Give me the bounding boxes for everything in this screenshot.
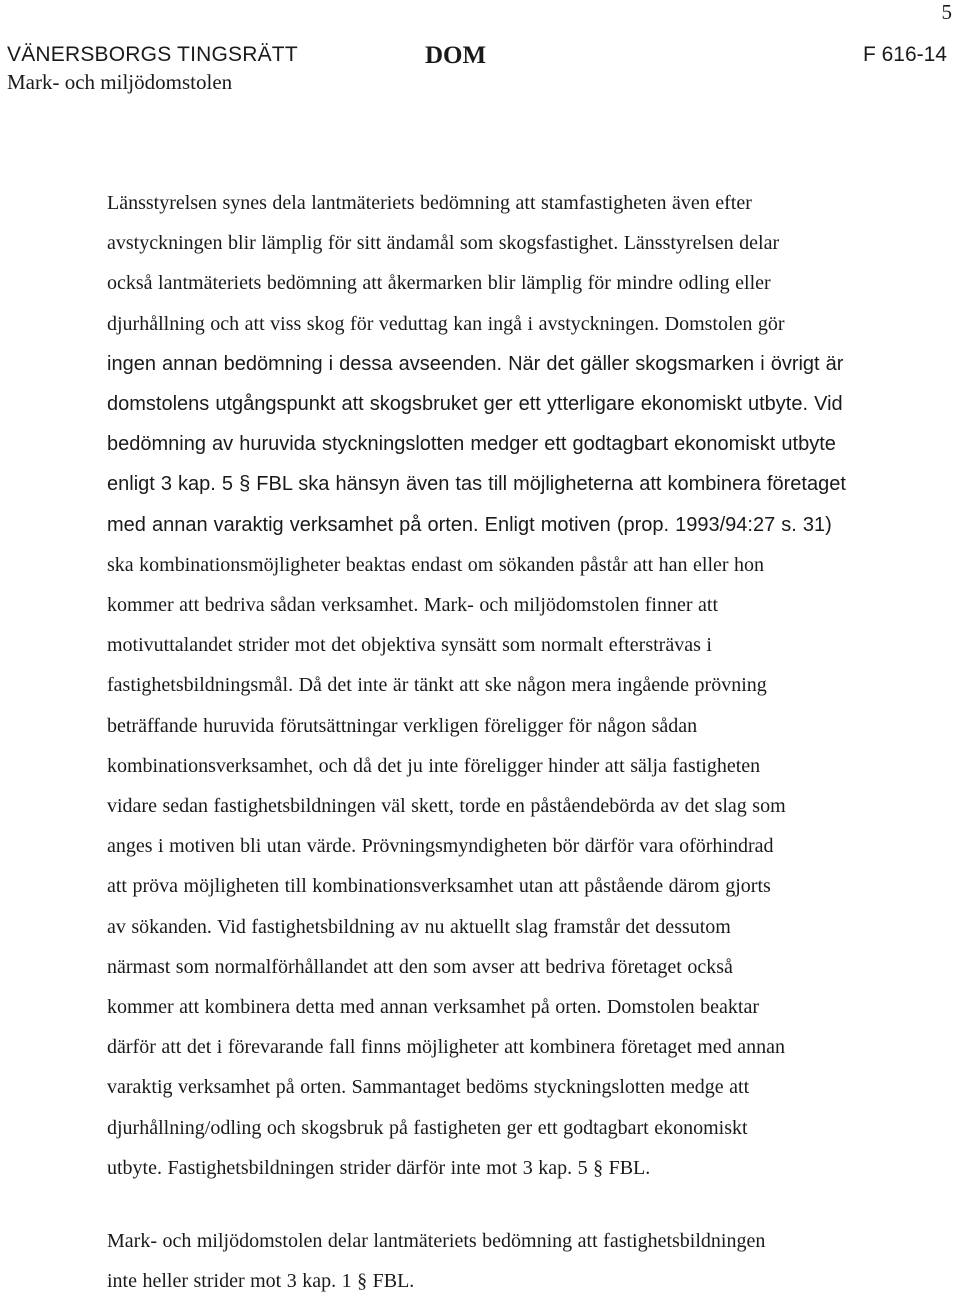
text-line: kombinationsverksamhet, och då det ju inte föreligger hinder att sälja fastigheten xyxy=(107,754,761,777)
paragraph-conclusion xyxy=(107,1221,907,1301)
text-line: därför att det i förevarande fall finns möjligheter att kombinera företaget med annan xyxy=(107,1036,785,1059)
text-line: närmast som normalförhållandet att den som avser att bedriva företaget också xyxy=(107,955,733,978)
text-line: med annan varaktig verksamhet på orten. Enligt motiven (prop. 1993/94:27 s. 31) xyxy=(107,513,832,536)
text-line: bedömning av huruvida styckningslotten medger ett godtagbart ekonomiskt utbyte xyxy=(107,433,836,456)
text-line: kommer att bedriva sådan verksamhet. Mark- och miljödomstolen finner att xyxy=(107,594,718,617)
paragraph-spacer xyxy=(107,1188,907,1221)
text-line: av sökanden. Vid fastighetsbildning av nu aktuellt slag framstår det dessutom xyxy=(107,915,731,938)
text-line: utbyte. Fastighetsbildningen strider därför inte mot 3 kap. 5 § FBL. xyxy=(107,1156,651,1179)
text-line: Mark- och miljödomstolen delar lantmäteriets bedömning att fastighetsbildningen xyxy=(107,1230,766,1253)
text-line: fastighetsbildningsmål. Då det inte är tänkt att ske någon mera ingående prövning xyxy=(107,674,767,697)
text-line: enligt 3 kap. 5 § FBL ska hänsyn även tas till möjligheterna att kombinera företaget xyxy=(107,473,846,496)
text-line: kommer att kombinera detta med annan verksamhet på orten. Domstolen beaktar xyxy=(107,996,760,1019)
text-line: domstolens utgångspunkt att skogsbruket ger ett ytterligare ekonomiskt utbyte. Vid xyxy=(107,393,843,416)
text-line: ingen annan bedömning i dessa avseenden. När det gäller skogsmarken i övrigt är xyxy=(107,352,844,375)
text-line: vidare sedan fastighetsbildningen väl skett, torde en påståendebörda av det slag som xyxy=(107,795,786,818)
text-line: ska kombinationsmöjligheter beaktas endast om sökanden påstår att han eller hon xyxy=(107,553,765,576)
text-line: att pröva möjligheten till kombinationsverksamhet utan att påstående därom gjorts xyxy=(107,875,771,898)
text-line: varaktig verksamhet på orten. Sammantaget bedöms styckningslotten medge att xyxy=(107,1076,750,1099)
document-body xyxy=(107,183,907,1301)
document-type: DOM xyxy=(425,42,487,69)
page-number: 5 xyxy=(941,0,952,24)
paragraph-assessment xyxy=(107,183,907,1188)
text-line: också lantmäteriets bedömning att åkermarken blir lämplig för mindre odling eller xyxy=(107,272,771,295)
case-number: F 616-14 xyxy=(862,43,947,66)
text-line: avstyckningen blir lämplig för sitt ändamål som skogsfastighet. Länsstyrelsen delar xyxy=(107,232,780,255)
text-line: anges i motiven bli utan värde. Prövningsmyndigheten bör därför vara oförhindrad xyxy=(107,835,774,858)
text-line: djurhållning/odling och skogsbruk på fastigheten ger ett godtagbart ekonomiskt xyxy=(107,1116,748,1139)
text-line: djurhållning och att viss skog för veduttag kan ingå i avstyckningen. Domstolen gör xyxy=(107,312,785,335)
court-name: VÄNERSBORGS TINGSRÄTT xyxy=(7,43,298,66)
court-division: Mark- och miljödomstolen xyxy=(7,70,233,94)
text-line: inte heller strider mot 3 kap. 1 § FBL. xyxy=(107,1270,415,1293)
document-header xyxy=(7,40,947,100)
text-line: beträffande huruvida förutsättningar verkligen föreligger för någon sådan xyxy=(107,714,698,737)
text-line: motivuttalandet strider mot det objektiva synsätt som normalt eftersträvas i xyxy=(107,634,712,657)
text-line: Länsstyrelsen synes dela lantmäteriets bedömning att stamfastigheten även efter xyxy=(107,192,752,214)
